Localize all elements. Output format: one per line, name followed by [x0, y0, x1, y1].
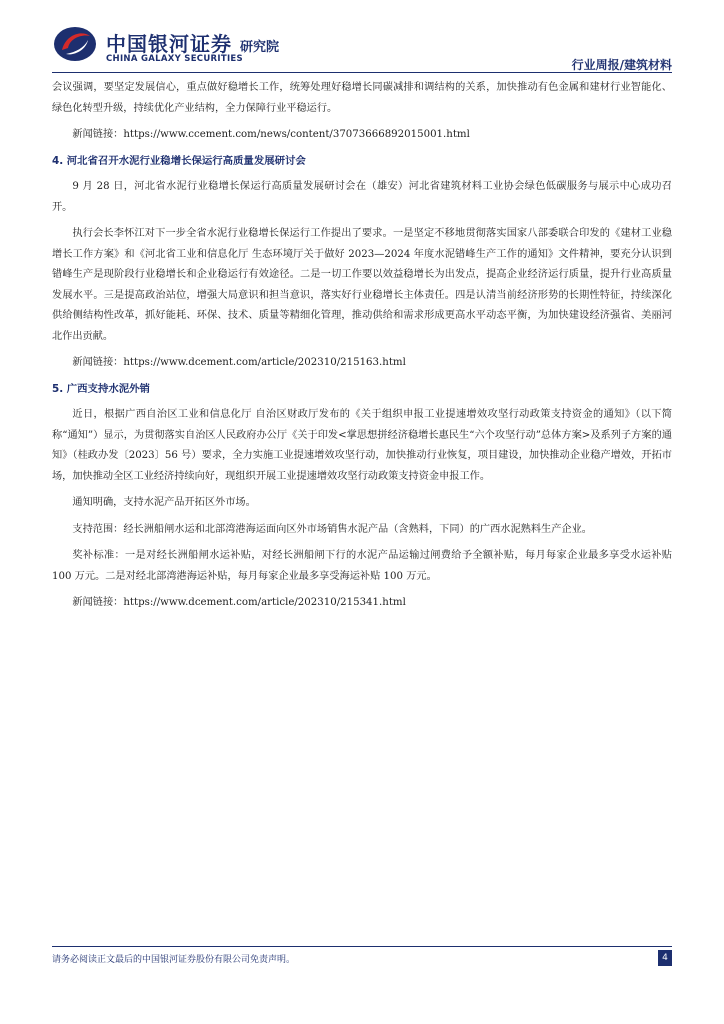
page-number: 4	[658, 950, 672, 966]
main-content	[52, 78, 672, 619]
news-link-section-5[interactable]: 新闻链接：https://www.dcement.com/article/202310/215341.html	[72, 597, 406, 608]
intro-paragraph: 会议强调，要坚定发展信心，重点做好稳增长工作，统筹处理好稳增长同碳减排和调结构的关系，加快推动有色金属和建材行业智能化、绿色化转型升级，持续优化产业结构，全力保障行业平稳运行。	[52, 82, 672, 114]
report-type: 行业周报/建筑材料	[571, 58, 672, 72]
section-5-paragraph-3: 支持范围：经长洲船闸水运和北部湾港海运面向区外市场销售水泥产品（含熟料，下同）的广西水泥熟料生产企业。	[72, 523, 592, 535]
section-5-paragraph-4: 奖补标准：一是对经长洲船闸水运补贴，对经长洲船闸下行的水泥产品运输过闸费给予全额补贴，每月每家企业最多享受水运补贴 100 万元。二是对经北部湾港海运补贴，每月每家企业最多享受海运补贴 100 万元。	[52, 550, 672, 582]
news-link-section-4[interactable]: 新闻链接：https://www.dcement.com/article/202310/215163.html	[72, 357, 406, 368]
section-4-title: 4. 河北省召开水泥行业稳增长保运行高质量发展研讨会	[52, 155, 306, 167]
brand-name-cn: 中国银河证券	[106, 32, 232, 56]
galaxy-logo-icon	[52, 24, 98, 64]
section-5-paragraph-2: 通知明确，支持水泥产品开拓区外市场。	[72, 497, 256, 508]
section-4-paragraph-2: 执行会长李怀江对下一步全省水泥行业稳增长保运行工作提出了要求。一是坚定不移地贯彻落实国家八部委联合印发的《建材工业稳增长工作方案》和《河北省工业和信息化厅 生态环境厅关于做好 2023—2024 年度水泥错峰生产工作的通知》文件精神，要充分认识到错峰生产是现阶段行业稳增长和企业稳运行有效途径。二是一切工作要以效益稳增长为出发点，提高企业经济运行质量，提升行业高质量发展水平。三是提高政治站位，增强大局意识和担当意识，落实好行业稳增长主体责任。四是认清当前经济形势的长期性特征，持续深化供给侧结构性改革，抓好能耗、环保、技术、质量等精细化管理，推动供给和需求形成更高水平动态平衡，为加快建设经济强省、美丽河北作出贡献。	[52, 228, 672, 342]
section-5-paragraph-1: 近日，根据广西自治区工业和信息化厅 自治区财政厅发布的《关于组织申报工业提速增效攻坚行动政策支持资金的通知》（以下简称“通知”）显示，为贯彻落实自治区人民政府办公厅《关于印发<掌思想拼经济稳增长惠民生“六个攻坚行动”总体方案>及系列子方案的通知》（桂政办发〔2023〕56 号）要求，全力实施工业提速增效攻坚行动，加快推动行业恢复，项目建设，加快推动企业稳产增效，开拓市场，加快推动全区工业经济持续向好，现组织开展工业提速增效攻坚行动政策支持资金申报工作。	[52, 409, 672, 482]
page-header	[52, 22, 672, 72]
section-5-title: 5. 广西支持水泥外销	[52, 383, 150, 395]
footer-disclaimer: 请务必阅读正文最后的中国银河证券股份有限公司免责声明。	[52, 955, 296, 965]
footer-divider	[52, 946, 672, 947]
header-divider	[52, 72, 672, 73]
news-link-intro[interactable]: 新闻链接：https://www.ccement.com/news/content/37073666892015001.html	[72, 129, 470, 140]
section-4-paragraph-1: 9 月 28 日，河北省水泥行业稳增长保运行高质量发展研讨会在（雄安）河北省建筑材料工业协会绿色低碳服务与展示中心成功召开。	[52, 181, 672, 213]
brand-name-en: CHINA GALAXY SECURITIES	[106, 54, 243, 64]
brand-subtitle: 研究院	[240, 40, 280, 55]
